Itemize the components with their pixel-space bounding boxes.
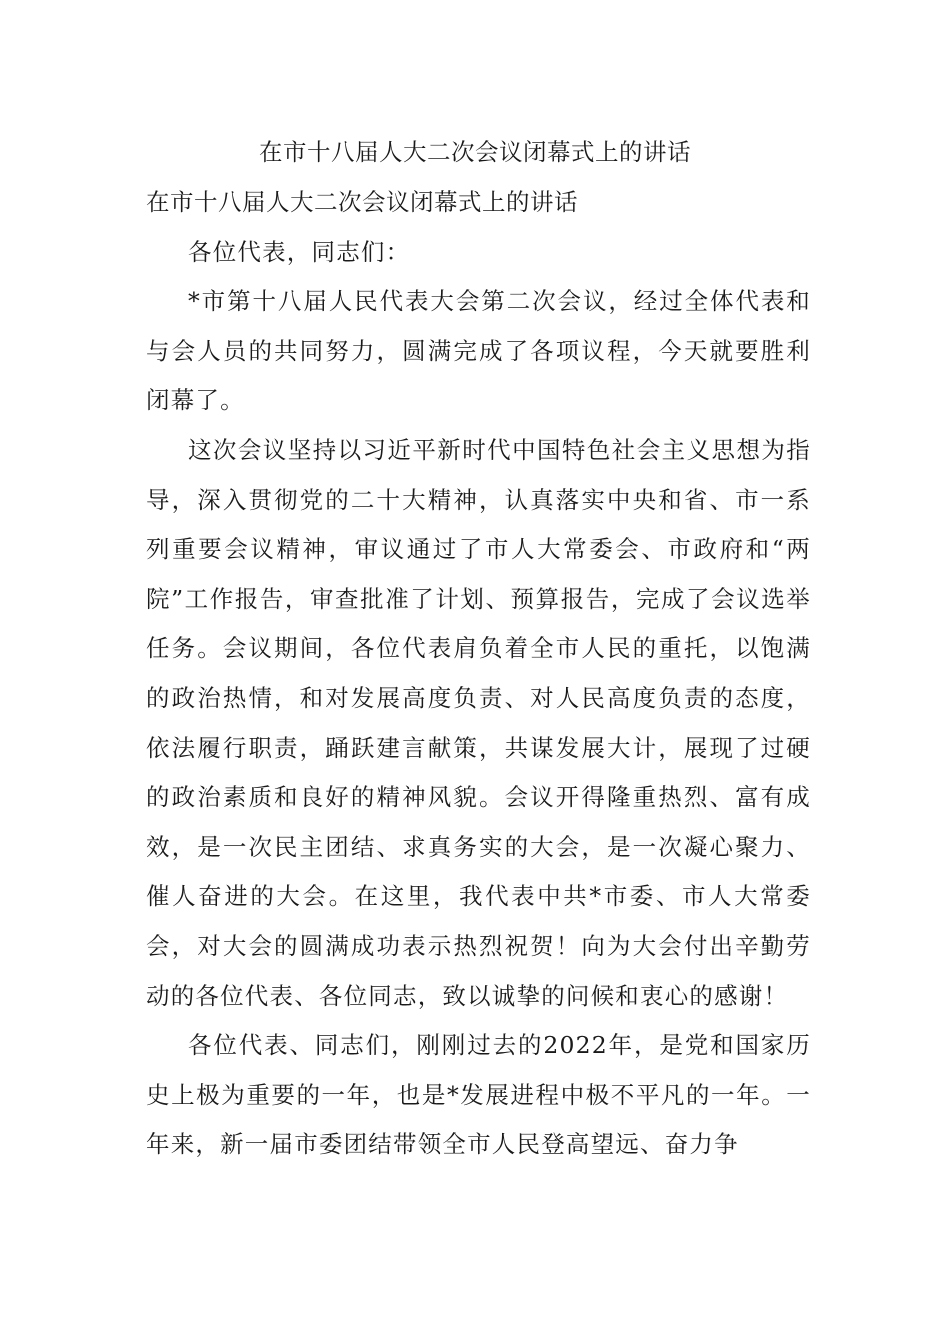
repeated-title-paragraph: 在市十八届人大二次会议闭幕式上的讲话 — [146, 188, 578, 216]
body-paragraph: 这次会议坚持以习近平新时代中国特色社会主义思想为指导，深入贯彻党的二十大精神，认真落实中央和省、市一系列重要会议精神，审议通过了市人大常委会、市政府和“两院”工作报告，审查批准了计划、预算报告，完成了会议选举任务。会议期间，各位代表肩负着全市人民的重托，以饱满的政治热情，和对发展高度负责、对人民高度负责的态度，依法履行职责，踊跃建言献策，共谋发展大计，展现了过硬的政治素质和良好的精神风貌。会议开得隆重热烈、富有成效，是一次民主团结、求真务实的大会，是一次凝心聚力、催人奋进的大会。在这里，我代表中共*市委、市人大常委会，对大会的圆满成功表示热烈祝贺！向为大会付出辛勤劳动的各位代表、各位同志，致以诚挚的问候和衷心的感谢！ — [146, 435, 811, 1010]
document-title: 在市十八届人大二次会议闭幕式上的讲话 — [259, 138, 691, 166]
salutation-paragraph: 各位代表，同志们： — [188, 237, 411, 266]
body-paragraph: *市第十八届人民代表大会第二次会议，经过全体代表和与会人员的共同努力，圆满完成了各项议程，今天就要胜利闭幕了。 — [146, 287, 811, 415]
document-body — [146, 178, 811, 1170]
body-paragraph: 各位代表、同志们，刚刚过去的2022年，是党和国家历史上极为重要的一年，也是*发展进程中极不平凡的一年。一年来，新一届市委团结带领全市人民登高望远、奋力争 — [146, 1031, 811, 1159]
